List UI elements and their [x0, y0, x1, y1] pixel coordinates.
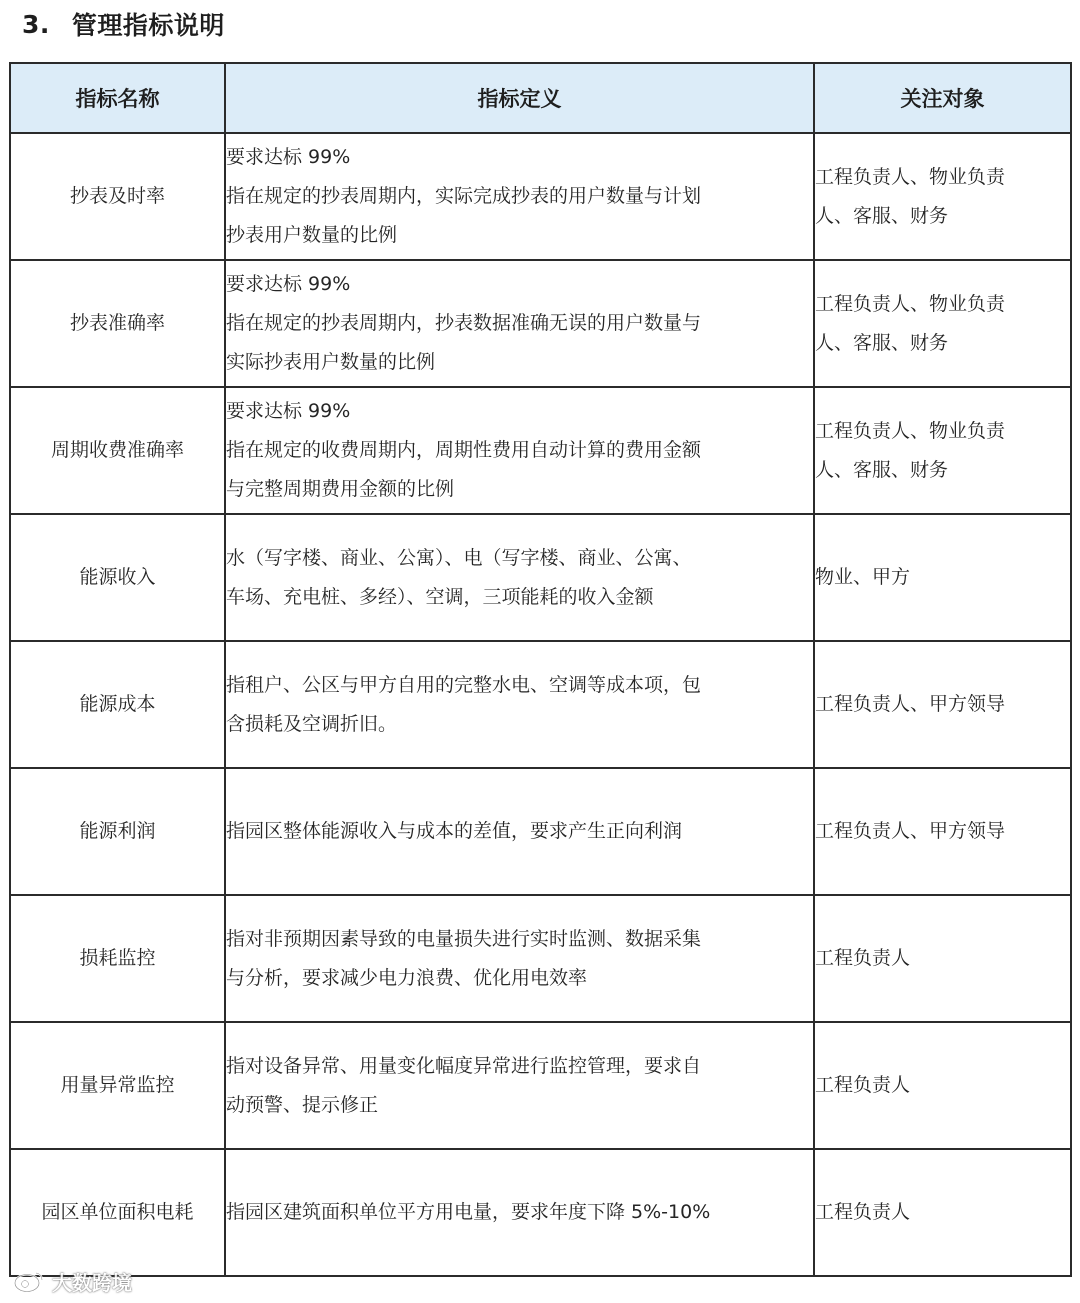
definition-line: 要求达标 99%: [226, 146, 351, 168]
metric-definition: [225, 387, 814, 514]
metric-target: [814, 1149, 1071, 1276]
definition-line: 指在规定的收费周期内，周期性费用自动计算的费用金额: [226, 439, 702, 461]
section-heading: [22, 4, 225, 44]
section-number: 3.: [22, 9, 50, 39]
metric-definition: [225, 133, 814, 260]
definition-line: 指对设备异常、用量变化幅度异常进行监控管理，要求自: [226, 1054, 702, 1077]
target-line: 人、客服、财务: [815, 331, 949, 354]
definition-line: 指园区整体能源收入与成本的差值，要求产生正向利润: [226, 820, 683, 842]
table-row: [10, 514, 1071, 641]
metric-target: [814, 387, 1071, 514]
metric-name: 用量异常监控: [10, 1022, 225, 1149]
table-row: [10, 1022, 1071, 1149]
definition-line: 含损耗及空调折旧。: [226, 712, 398, 735]
definition-line: 实际抄表用户数量的比例: [226, 351, 436, 373]
table-row: [10, 895, 1071, 1022]
section-title: 管理指标说明: [71, 11, 225, 40]
definition-line: 抄表用户数量的比例: [226, 224, 398, 246]
metric-target: [814, 641, 1071, 768]
definition-line: 指对非预期因素导致的电量损失进行实时监测、数据采集: [226, 927, 702, 950]
target-line: 人、客服、财务: [815, 204, 949, 227]
metric-definition: [225, 641, 814, 768]
header-target: 关注对象: [814, 63, 1071, 133]
target-line: 物业、甲方: [815, 566, 911, 588]
target-line: 工程负责人、甲方领导: [815, 693, 1006, 715]
table-header-row: [10, 63, 1071, 133]
table-row: [10, 768, 1071, 895]
metric-target: [814, 133, 1071, 260]
metric-name: 抄表及时率: [10, 133, 225, 260]
metrics-table: [9, 62, 1072, 1277]
metric-target: [814, 1022, 1071, 1149]
target-line: 工程负责人: [815, 1074, 911, 1096]
metric-name: 能源成本: [10, 641, 225, 768]
metric-definition: [225, 260, 814, 387]
header-definition: 指标定义: [225, 63, 814, 133]
metric-name: 能源收入: [10, 514, 225, 641]
target-line: 工程负责人: [815, 947, 911, 969]
definition-line: 要求达标 99%: [226, 273, 351, 295]
target-line: 工程负责人、物业负责: [815, 292, 1006, 315]
metric-definition: [225, 895, 814, 1022]
definition-line: 与分析，要求减少电力浪费、优化用电效率: [226, 966, 588, 989]
metric-name: 园区单位面积电耗: [10, 1149, 225, 1276]
watermark: [12, 1266, 132, 1296]
metric-target: [814, 514, 1071, 641]
metric-definition: [225, 1022, 814, 1149]
metric-definition: [225, 1149, 814, 1276]
table-row: [10, 641, 1071, 768]
metric-target: [814, 768, 1071, 895]
metric-target: [814, 895, 1071, 1022]
target-line: 工程负责人、物业负责: [815, 419, 1006, 442]
definition-line: 动预警、提示修正: [226, 1093, 379, 1116]
target-line: 人、客服、财务: [815, 458, 949, 481]
metric-name: 能源利润: [10, 768, 225, 895]
header-name: 指标名称: [10, 63, 225, 133]
definition-line: 指在规定的抄表周期内，实际完成抄表的用户数量与计划: [226, 185, 702, 207]
metric-target: [814, 260, 1071, 387]
target-line: 工程负责人、甲方领导: [815, 820, 1006, 842]
definition-line: 车场、充电桩、多经）、空调，三项能耗的收入金额: [226, 585, 654, 608]
definition-line: 水（写字楼、商业、公寓）、电（写字楼、商业、公寓、: [226, 546, 692, 569]
table-row: [10, 260, 1071, 387]
metric-name: 周期收费准确率: [10, 387, 225, 514]
weibo-logo-icon: [12, 1268, 46, 1294]
target-line: 工程负责人: [815, 1201, 911, 1223]
table-row: [10, 1149, 1071, 1276]
metric-definition: [225, 514, 814, 641]
table-row: [10, 387, 1071, 514]
definition-line: 指在规定的抄表周期内，抄表数据准确无误的用户数量与: [226, 312, 702, 334]
watermark-text: 大数跨境: [52, 1270, 132, 1295]
target-line: 工程负责人、物业负责: [815, 165, 1006, 188]
metric-name: 抄表准确率: [10, 260, 225, 387]
definition-line: 与完整周期费用金额的比例: [226, 478, 455, 500]
metric-name: 损耗监控: [10, 895, 225, 1022]
table-row: [10, 133, 1071, 260]
definition-line: 要求达标 99%: [226, 400, 351, 422]
metric-definition: [225, 768, 814, 895]
definition-line: 指租户、公区与甲方自用的完整水电、空调等成本项，包: [226, 673, 702, 696]
definition-line: 指园区建筑面积单位平方用电量，要求年度下降 5%-10%: [226, 1201, 711, 1223]
